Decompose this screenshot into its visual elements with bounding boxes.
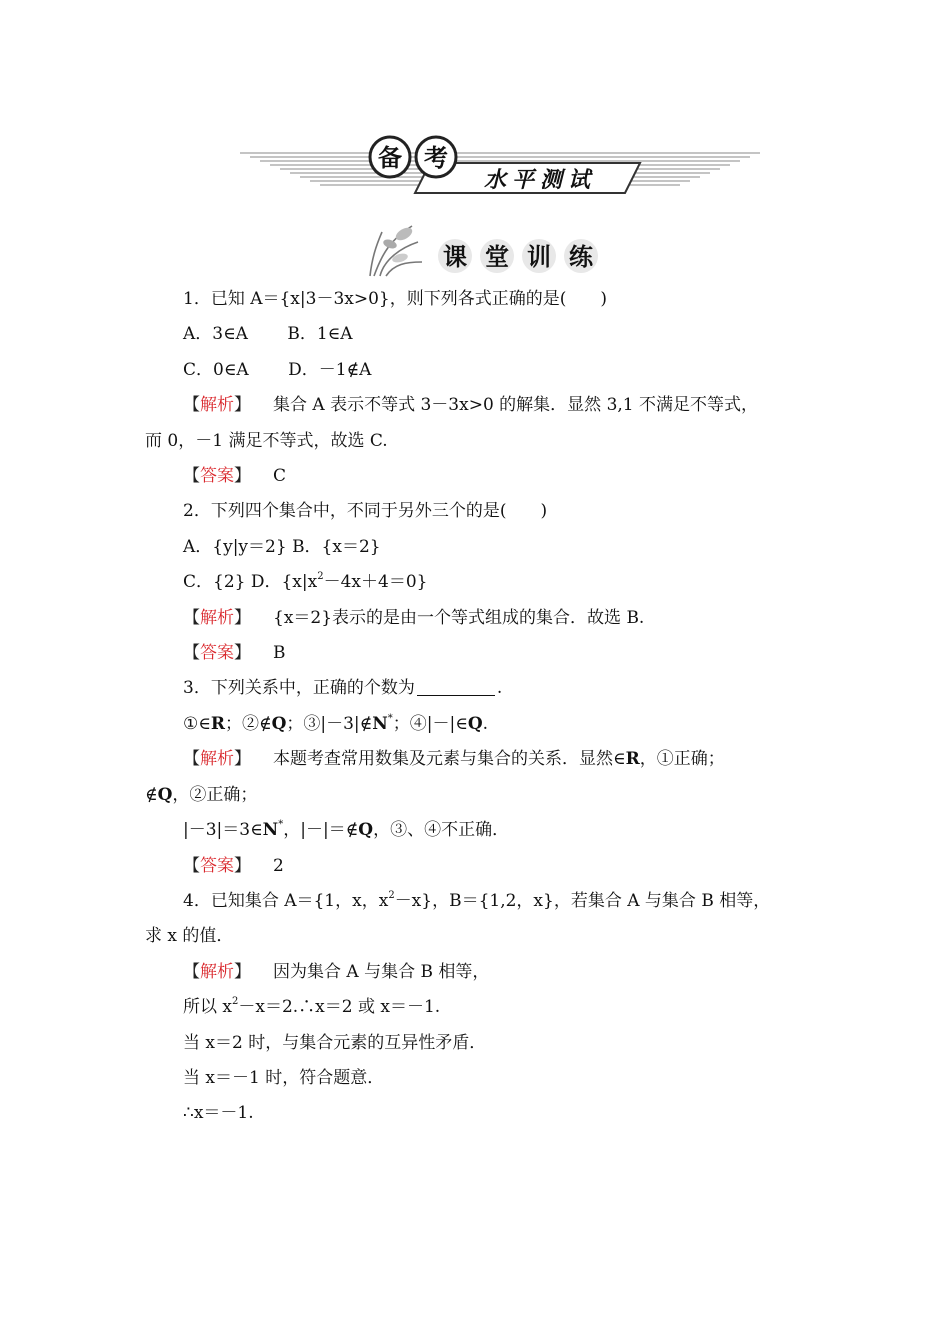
q3-analysis-line-2: ∉Q，②正确； xyxy=(145,784,258,805)
q3-answer xyxy=(145,849,805,884)
banner-char-2: 考 xyxy=(424,144,448,172)
answer-blank xyxy=(417,694,495,696)
q4-stem-line-2: 求 x 的值． xyxy=(145,926,234,947)
q1-options-cd: C．0∈A D．－1∉A xyxy=(183,359,372,380)
q1-analysis-text-1: 集合 A 表示不等式 3－3x>0 的解集．显然 3,1 不满足不等式， xyxy=(273,395,759,416)
q4-solution-line-4: 当 x＝－1 时，符合题意． xyxy=(183,1067,385,1088)
banner-subtitle: 水平测试 xyxy=(483,168,597,193)
q4-analysis xyxy=(145,955,805,990)
q4-stem: 4．已知集合 A＝{1，x，$x^2-x$}，B＝{1,2，x}，若集合 A 与集合 B 相等， xyxy=(183,889,771,911)
section-title-char-3: 训 xyxy=(527,243,551,271)
q2-analysis xyxy=(145,601,805,636)
q4-solution-line-3: 当 x＝2 时，与集合元素的互异性矛盾． xyxy=(183,1032,487,1053)
analysis-tag: 【解析】 xyxy=(183,607,251,628)
analysis-tag: 【解析】 xyxy=(183,961,251,982)
banner-graphic xyxy=(240,135,760,205)
q1-stem: 1．已知 A＝{x|3－3x>0}，则下列各式正确的是( ) xyxy=(183,289,607,309)
q2-options-cd: C．{2} D．$\{x|x^2-4x+4=0\}$ xyxy=(183,571,428,593)
section-title-char-1: 课 xyxy=(443,243,467,271)
answer-tag: 【答案】 xyxy=(183,643,251,664)
exercise-content xyxy=(145,282,805,1132)
answer-tag: 【答案】 xyxy=(183,855,251,876)
q1-options-ab: A．3∈A B．1∈A xyxy=(183,324,353,345)
q4-analysis-text: 因为集合 A 与集合 B 相等， xyxy=(273,961,490,982)
q3-stem: 3．下列关系中，正确的个数为 . xyxy=(183,678,503,699)
section-title-char-2: 堂 xyxy=(485,243,509,271)
answer-tag: 【答案】 xyxy=(183,466,251,487)
q1-analysis-text-2: 而 0，－1 满足不等式，故选 C. xyxy=(145,430,388,451)
q2-answer-value: B xyxy=(273,643,286,664)
orchid-decoration xyxy=(360,218,620,280)
banner-char-1: 备 xyxy=(378,144,402,172)
q1-answer-value: C xyxy=(273,466,287,487)
q3-analysis: 【解析】 本题考查常用数集及元素与集合的关系．显然∈R，①正确； xyxy=(183,749,725,770)
q2-analysis-text: {x＝2}表示的是由一个等式组成的集合．故选 B. xyxy=(273,607,645,628)
q4-solution-line-2: 所以 $x^2-x=2.\therefore x=2$ 或 x＝－1. xyxy=(183,996,441,1018)
q3-relations: ①∈R；②∉Q；③|－3|∉N*；④|－|∈Q. xyxy=(183,712,489,734)
section-title xyxy=(360,218,620,280)
q2-stem: 2．下列四个集合中，不同于另外三个的是( ) xyxy=(183,501,548,522)
analysis-tag: 【解析】 xyxy=(183,749,251,770)
section-title-chars xyxy=(438,239,598,273)
q3-analysis-line-3: |－3|＝3∈N*，|－|＝∉Q，③、④不正确． xyxy=(183,819,510,841)
analysis-tag: 【解析】 xyxy=(183,395,251,416)
section-title-char-4: 练 xyxy=(569,243,593,271)
q2-options-ab: A．{y|y＝2} B．{x＝2} xyxy=(183,536,381,557)
q2-answer xyxy=(145,636,805,671)
q1-answer xyxy=(145,459,805,494)
q4-solution-line-5: ∴x＝－1. xyxy=(183,1103,254,1124)
q3-answer-value: 2 xyxy=(273,855,284,876)
q1-analysis xyxy=(145,388,805,423)
section-banner xyxy=(240,135,760,205)
